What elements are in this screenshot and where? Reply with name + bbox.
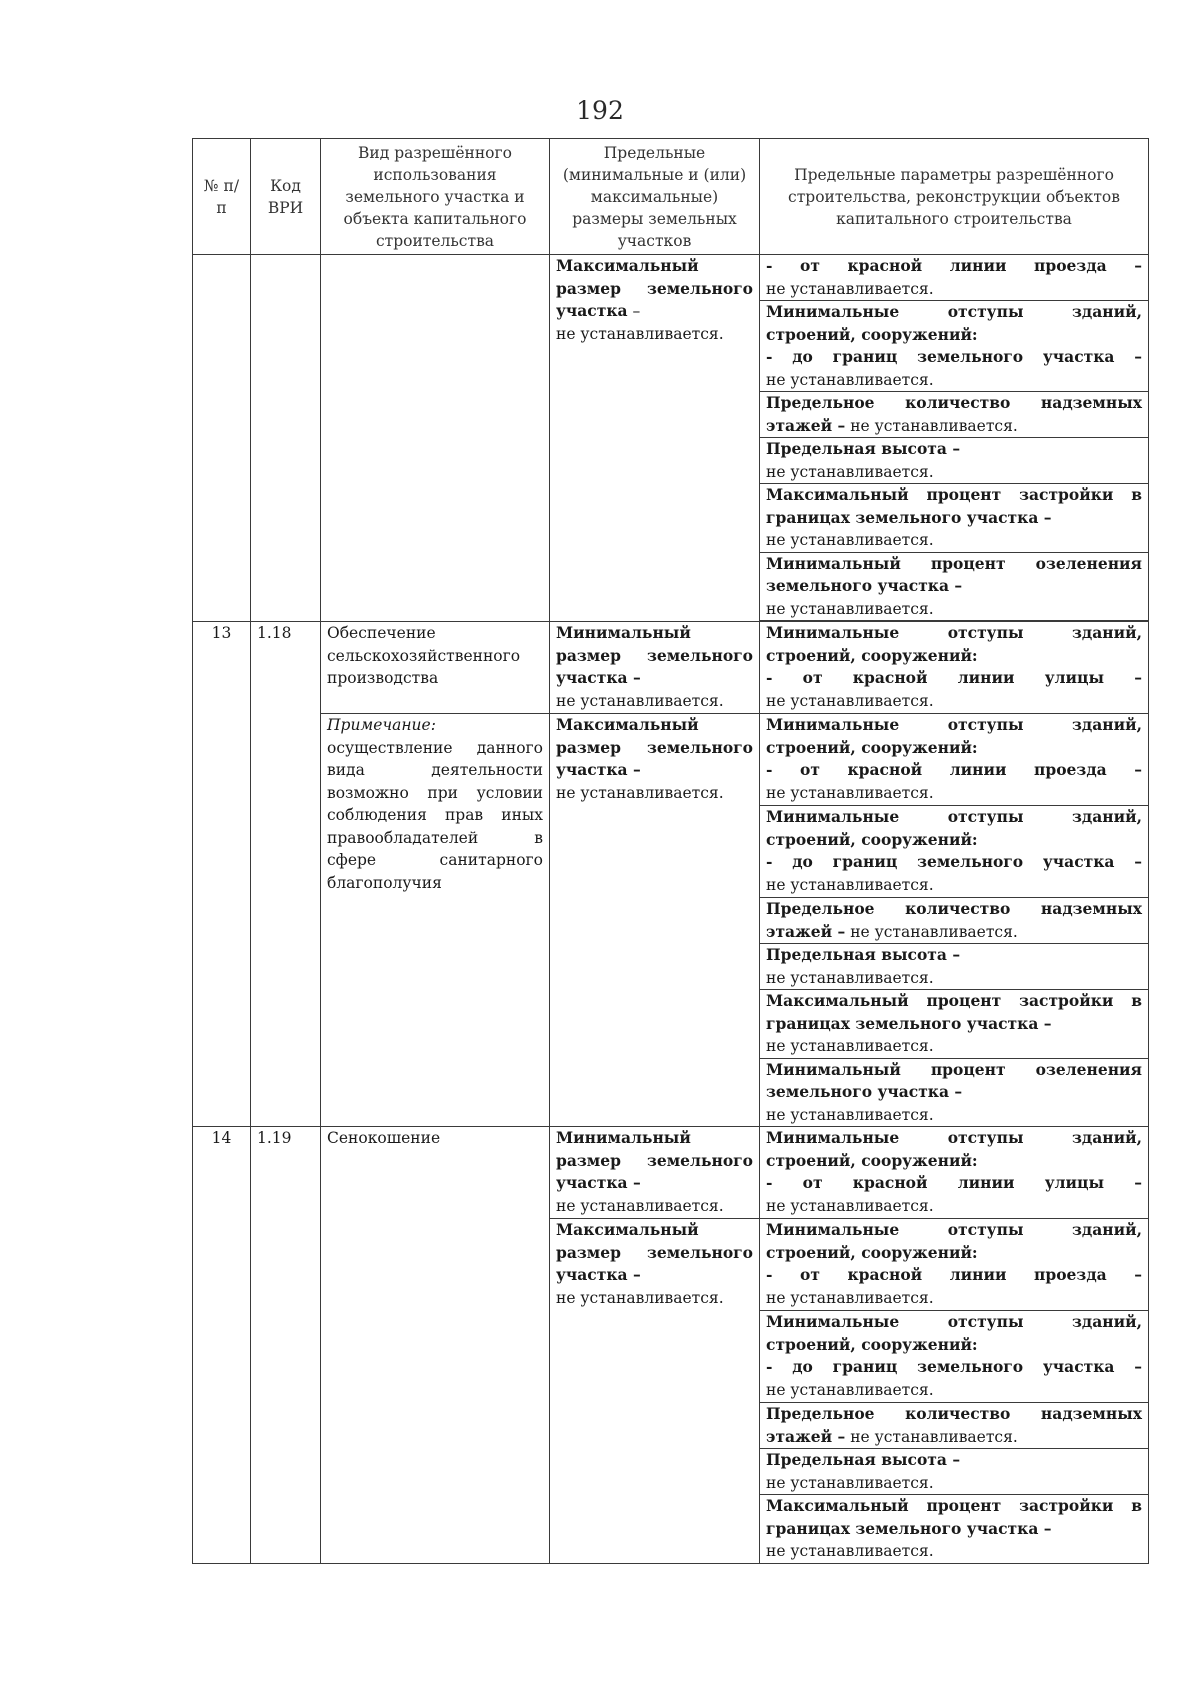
- param-label: Максимальный процент застройки в границах земельного участка –: [766, 485, 1142, 527]
- param-cell: [760, 1311, 1149, 1403]
- max-size-value: не устанавливается.: [556, 1288, 724, 1307]
- param-value: не устанавливается.: [766, 875, 934, 894]
- header-size: Предельные (минимальные и (или) максимальные) размеры земельных участков: [550, 139, 760, 255]
- param-cell: [760, 1449, 1149, 1495]
- table-row: [193, 714, 1149, 806]
- max-size-value: не устанавливается.: [556, 783, 724, 802]
- regulations-table: [192, 138, 1149, 1564]
- param-label: Минимальные отступы зданий, строений, сооружений:: [766, 302, 1142, 344]
- max-size-label: Максимальный размер земельного участка: [556, 256, 753, 320]
- param-cell: [760, 301, 1149, 392]
- header-num: № п/п: [193, 139, 251, 255]
- param-label: Максимальный процент застройки в границах земельного участка –: [766, 1496, 1142, 1538]
- use-name-text: Обеспечение сельскохозяйственного производства: [327, 624, 521, 687]
- param-cell: [760, 714, 1149, 806]
- use-name: [321, 622, 550, 714]
- param-sub: - до границ земельного участка –: [766, 852, 1142, 871]
- param-cell: [760, 944, 1149, 990]
- max-size-value: не устанавливается.: [556, 324, 724, 343]
- param-value: не устанавливается.: [766, 1288, 934, 1307]
- param-value: не устанавливается.: [766, 691, 934, 710]
- param-value: не устанавливается.: [766, 968, 934, 987]
- param-value: не устанавливается.: [766, 1473, 934, 1492]
- param-cell: [760, 484, 1149, 553]
- row-number: 13: [193, 622, 251, 1127]
- param-value: не устанавливается.: [766, 279, 934, 298]
- param-sub: - до границ земельного участка –: [766, 347, 1142, 366]
- use-name: [321, 1127, 550, 1564]
- param-cell: [760, 990, 1149, 1059]
- param-cell: [760, 806, 1149, 898]
- param-label: Предельное количество надземных этажей –: [766, 393, 1142, 435]
- row-number: 14: [193, 1127, 251, 1564]
- param-cell: [760, 255, 1149, 301]
- param-value: не устанавливается.: [766, 1380, 934, 1399]
- param-label: Минимальные отступы зданий, строений, сооружений:: [766, 1312, 1142, 1354]
- param-sub: - от красной линии проезда –: [766, 760, 1142, 779]
- use-name-text: Сенокошение: [327, 1129, 441, 1147]
- min-size-label: Минимальный размер земельного участка –: [556, 623, 753, 687]
- cell-use: [321, 255, 550, 622]
- param-cell: [760, 438, 1149, 484]
- min-size-value: не устанавливается.: [556, 691, 724, 710]
- param-cell: [760, 1127, 1149, 1219]
- min-size-label: Минимальный размер земельного участка –: [556, 1128, 753, 1192]
- param-value: не устанавливается.: [850, 1427, 1018, 1446]
- param-value: не устанавливается.: [850, 416, 1018, 435]
- param-cell: [760, 552, 1149, 621]
- table-header-row: [193, 139, 1149, 255]
- cell-code: [251, 255, 321, 622]
- cell-min-size: [550, 1127, 760, 1219]
- cell-max-size: [550, 1219, 760, 1564]
- param-sub: - от красной линии улицы –: [766, 1173, 1142, 1192]
- max-size-label: Максимальный размер земельного участка –: [556, 715, 753, 779]
- note-text: осуществление данного вида деятельности возможно при условии соблюдения прав иных правообладателей в сфере санитарного благополучия: [327, 738, 543, 892]
- param-label: Минимальный процент озеленения земельного участка –: [766, 1059, 1142, 1101]
- param-label: Минимальные отступы зданий, строений, сооружений:: [766, 807, 1142, 849]
- param-sub: - от красной линии улицы –: [766, 668, 1142, 687]
- param-cell: [760, 1403, 1149, 1449]
- page-number: 192: [576, 96, 624, 125]
- param-label: Минимальные отступы зданий, строений, сооружений:: [766, 1128, 1142, 1170]
- param-label: Минимальные отступы зданий, строений, сооружений:: [766, 715, 1142, 757]
- vri-code: 1.19: [251, 1127, 321, 1564]
- param-value: не устанавливается.: [766, 1037, 934, 1055]
- param-value: не устанавливается.: [766, 462, 934, 481]
- header-use: Вид разрешённого использования земельного участка и объекта капитального строительства: [321, 139, 550, 255]
- param-value: не устанавливается.: [766, 1105, 934, 1124]
- param-value: не устанавливается.: [766, 1196, 934, 1215]
- param-label: Предельная высота –: [766, 945, 961, 964]
- param-value: не устанавливается.: [766, 531, 934, 549]
- param-label: Минимальные отступы зданий, строений, сооружений:: [766, 623, 1142, 665]
- table-row: [193, 255, 1149, 301]
- min-size-value: не устанавливается.: [556, 1196, 724, 1215]
- param-cell: [760, 392, 1149, 438]
- cell-max-size: [550, 714, 760, 1127]
- param-cell: [760, 1058, 1149, 1127]
- use-note: [321, 714, 550, 1127]
- vri-code: 1.18: [251, 622, 321, 1127]
- param-cell: [760, 898, 1149, 944]
- param-label: Предельная высота –: [766, 1450, 961, 1469]
- param-label: Предельное количество надземных этажей –: [766, 1404, 1142, 1446]
- param-sub: - до границ земельного участка –: [766, 1357, 1142, 1376]
- param-label: Предельное количество надземных этажей –: [766, 899, 1142, 941]
- cell-num: [193, 255, 251, 622]
- param-value: не устанавливается.: [766, 783, 934, 802]
- cell-min-size: [550, 622, 760, 714]
- cell-max-size: Максимальный размер земельного участка – не устанавливается.: [550, 255, 760, 622]
- param-value: не устанавливается.: [766, 370, 934, 389]
- param-cell: [760, 1219, 1149, 1311]
- param-label: Минимальный процент озеленения земельного участка –: [766, 553, 1142, 595]
- max-size-label: Максимальный размер земельного участка –: [556, 1220, 753, 1284]
- param-cell: [760, 1495, 1149, 1564]
- param-value: не устанавливается.: [766, 1542, 934, 1560]
- param-label: Предельная высота –: [766, 439, 961, 458]
- param-label: - от красной линии проезда –: [766, 256, 1142, 275]
- param-label: Максимальный процент застройки в границах земельного участка –: [766, 991, 1142, 1033]
- header-params: Предельные параметры разрешённого строительства, реконструкции объектов капитального строительства: [760, 139, 1149, 255]
- param-value: не устанавливается.: [766, 599, 934, 618]
- table-row: [193, 1127, 1149, 1219]
- param-sub: - от красной линии проезда –: [766, 1265, 1142, 1284]
- note-heading: Примечание:: [327, 716, 436, 734]
- param-label: Минимальные отступы зданий, строений, сооружений:: [766, 1220, 1142, 1262]
- param-value: не устанавливается.: [850, 922, 1018, 941]
- header-code: Код ВРИ: [251, 139, 321, 255]
- table-row: [193, 622, 1149, 714]
- param-cell: [760, 622, 1149, 714]
